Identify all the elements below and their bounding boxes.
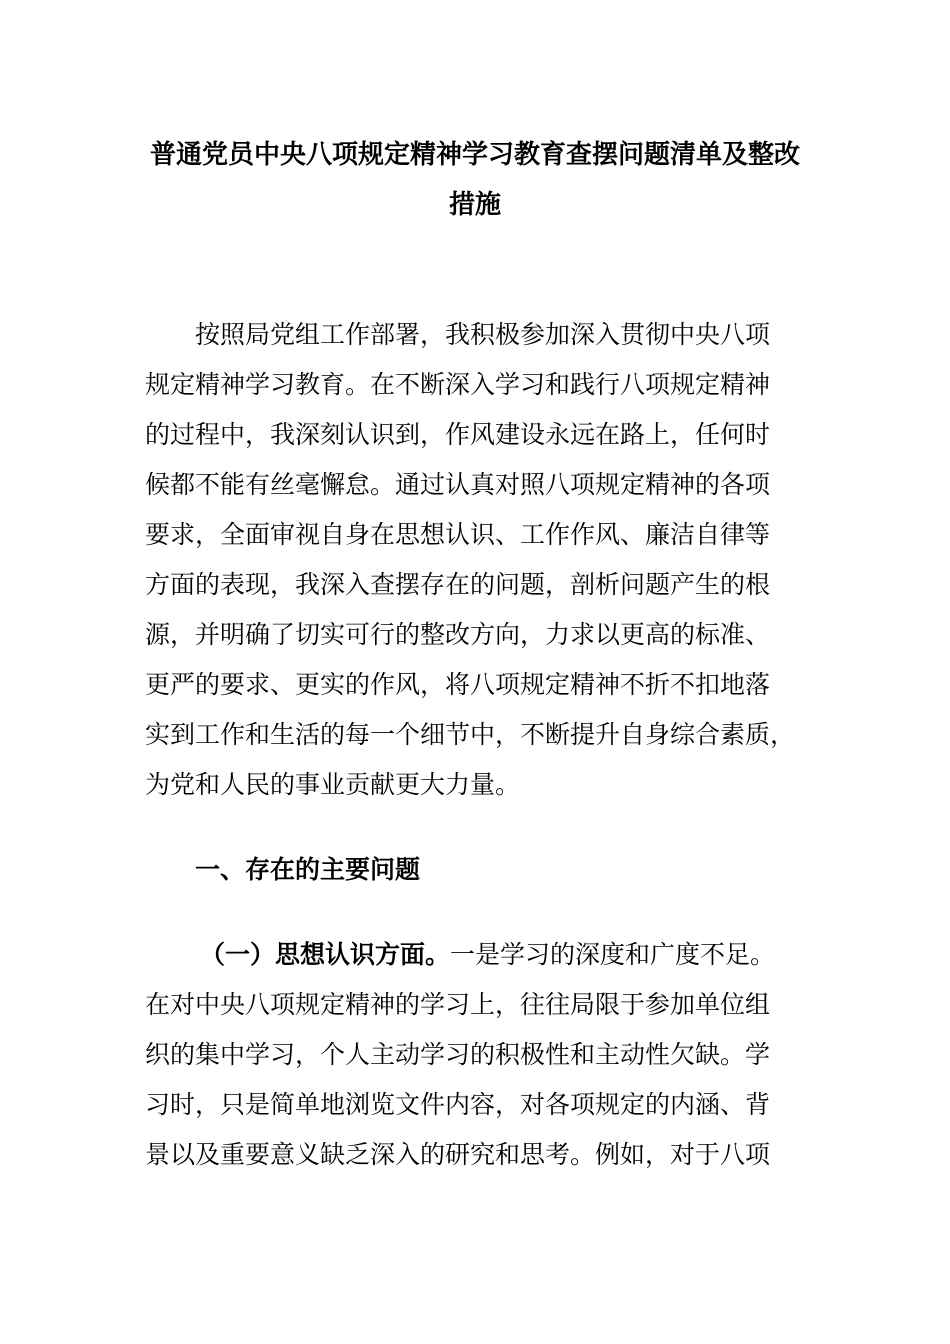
intro-line: 的过程中，我深刻认识到，作风建设永远在路上，任何时 <box>145 420 771 449</box>
subsection-line: 在对中央八项规定精神的学习上，往往局限于参加单位组 <box>145 990 771 1019</box>
intro-line: 方面的表现，我深入查摆存在的问题，剖析问题产生的根 <box>145 570 771 599</box>
intro-line: 实到工作和生活的每一个细节中，不断提升自身综合素质， <box>145 720 796 749</box>
subsection-line: 织的集中学习，个人主动学习的积极性和主动性欠缺。学 <box>145 1040 771 1069</box>
intro-line: 按照局党组工作部署，我积极参加深入贯彻中央八项 <box>195 320 771 349</box>
section-heading-problems: 一、存在的主要问题 <box>195 855 421 884</box>
intro-line: 候都不能有丝毫懈怠。通过认真对照八项规定精神的各项 <box>145 470 771 499</box>
document-title <box>145 130 805 230</box>
subsection-line: 习时，只是简单地浏览文件内容，对各项规定的内涵、背 <box>145 1090 771 1119</box>
intro-line: 更严的要求、更实的作风，将八项规定精神不折不扣地落 <box>145 670 771 699</box>
subsection-line: 景以及重要意义缺乏深入的研究和思考。例如，对于八项 <box>145 1140 771 1169</box>
title-line-2: 措施 <box>448 190 501 220</box>
intro-line: 规定精神学习教育。在不断深入学习和践行八项规定精神 <box>145 370 771 399</box>
subsection-title-thinking: （一）思想认识方面。 <box>200 940 451 969</box>
intro-line: 为党和人民的事业贡献更大力量。 <box>145 770 521 799</box>
intro-line: 源，并明确了切实可行的整改方向，力求以更高的标准、 <box>145 620 771 649</box>
subsection-first-line <box>145 930 860 980</box>
intro-line: 要求，全面审视自身在思想认识、工作作风、廉洁自律等 <box>145 520 771 549</box>
subsection-first-text: 一是学习的深度和广度不足。 <box>450 940 776 969</box>
title-line-1: 普通党员中央八项规定精神学习教育查摆问题清单及整改 <box>149 140 800 170</box>
